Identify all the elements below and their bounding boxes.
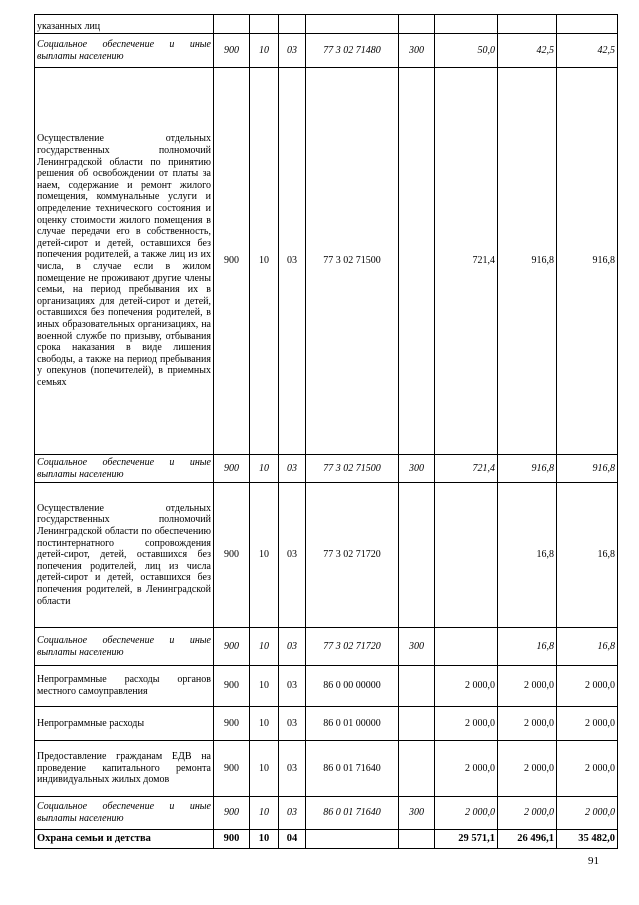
- amount-year-1: 29 571,1: [435, 830, 498, 849]
- admin-code: 900: [214, 628, 250, 666]
- row-name: Осуществление отдельных государственных полномочий Ленинградской области по обеспечению постинтернатного сопровождения детей-сирот, детей, оставшихся без попечения родителей, лиц из числа детей-сирот и детей, оставшихся без попечения родителей, в Ленинградской области: [35, 483, 214, 628]
- section-code: 10: [250, 483, 279, 628]
- admin-code: 900: [214, 741, 250, 797]
- amount-year-2: 26 496,1: [498, 830, 557, 849]
- admin-code: [214, 15, 250, 34]
- admin-code: 900: [214, 455, 250, 483]
- row-name: Социальное обеспечение и иные выплаты населению: [35, 34, 214, 68]
- row-name: Предоставление гражданам ЕДВ на проведение капитального ремонта индивидуальных жилых домов: [35, 741, 214, 797]
- target-article: 77 3 02 71720: [306, 483, 399, 628]
- target-article: 86 0 00 00000: [306, 666, 399, 707]
- page-number: 91: [588, 855, 599, 867]
- table-row: [35, 68, 618, 455]
- amount-year-1: 2 000,0: [435, 707, 498, 741]
- section-code: 10: [250, 628, 279, 666]
- subsection-code: 03: [279, 483, 306, 628]
- amount-year-1: [435, 483, 498, 628]
- subsection-code: 03: [279, 707, 306, 741]
- amount-year-1: 2 000,0: [435, 741, 498, 797]
- section-code: 10: [250, 666, 279, 707]
- subsection-code: 04: [279, 830, 306, 849]
- table-row: [35, 15, 618, 34]
- amount-year-2: [498, 15, 557, 34]
- expense-type: [399, 707, 435, 741]
- budget-table: [34, 14, 618, 849]
- amount-year-3: 2 000,0: [557, 666, 618, 707]
- section-code: [250, 15, 279, 34]
- amount-year-1: 50,0: [435, 34, 498, 68]
- target-article: 77 3 02 71500: [306, 68, 399, 455]
- expense-type: [399, 741, 435, 797]
- target-article: 77 3 02 71500: [306, 455, 399, 483]
- expense-type: 300: [399, 628, 435, 666]
- amount-year-1: 721,4: [435, 68, 498, 455]
- amount-year-1: [435, 15, 498, 34]
- table-row: [35, 707, 618, 741]
- amount-year-2: 16,8: [498, 483, 557, 628]
- table-row: [35, 483, 618, 628]
- target-article: 86 0 01 00000: [306, 707, 399, 741]
- target-article: [306, 830, 399, 849]
- amount-year-3: 16,8: [557, 483, 618, 628]
- target-article: 77 3 02 71480: [306, 34, 399, 68]
- admin-code: 900: [214, 707, 250, 741]
- target-article: 77 3 02 71720: [306, 628, 399, 666]
- admin-code: 900: [214, 68, 250, 455]
- amount-year-2: 2 000,0: [498, 741, 557, 797]
- section-code: 10: [250, 830, 279, 849]
- row-name: указанных лиц: [35, 15, 214, 34]
- table-row: [35, 741, 618, 797]
- subsection-code: 03: [279, 741, 306, 797]
- expense-type: 300: [399, 34, 435, 68]
- table-row: [35, 666, 618, 707]
- amount-year-3: [557, 15, 618, 34]
- subsection-code: [279, 15, 306, 34]
- row-name: Непрограммные расходы: [35, 707, 214, 741]
- subsection-code: 03: [279, 455, 306, 483]
- amount-year-3: 2 000,0: [557, 797, 618, 830]
- row-name: Охрана семьи и детства: [35, 830, 214, 849]
- row-name: Социальное обеспечение и иные выплаты населению: [35, 797, 214, 830]
- amount-year-2: 2 000,0: [498, 707, 557, 741]
- expense-type: [399, 666, 435, 707]
- row-name: Осуществление отдельных государственных полномочий Ленинградской области по принятию решения об освобождении от платы за наем, содержание и ремонт жилого помещения, коммунальные услуги и определение технического состояния и оценку стоимости жилого помещения в случае передачи его в собственность, детей-сирот и детей, оставшихся без попечения родителей, а также лиц из их числа, в случае если в жилом помещение не проживают другие члены семьи, на период пребывания их в организациях для детей-сирот и детей, оставшихся без попечения родителей, в иных образовательных организациях, на военной службе по призыву, отбывания срока наказания в виде лишения свободы, а также на период пребывания у опекунов (попечителей), в приемных семьях: [35, 68, 214, 455]
- amount-year-1: 721,4: [435, 455, 498, 483]
- expense-type: [399, 15, 435, 34]
- expense-type: [399, 68, 435, 455]
- amount-year-2: 16,8: [498, 628, 557, 666]
- amount-year-1: [435, 628, 498, 666]
- amount-year-3: 16,8: [557, 628, 618, 666]
- amount-year-3: 42,5: [557, 34, 618, 68]
- amount-year-1: 2 000,0: [435, 797, 498, 830]
- section-code: 10: [250, 741, 279, 797]
- section-code: 10: [250, 455, 279, 483]
- target-article: 86 0 01 71640: [306, 797, 399, 830]
- amount-year-3: 916,8: [557, 455, 618, 483]
- admin-code: 900: [214, 830, 250, 849]
- admin-code: 900: [214, 483, 250, 628]
- subsection-code: 03: [279, 68, 306, 455]
- section-code: 10: [250, 68, 279, 455]
- target-article: [306, 15, 399, 34]
- amount-year-2: 2 000,0: [498, 666, 557, 707]
- expense-type: [399, 483, 435, 628]
- table-row: [35, 628, 618, 666]
- amount-year-2: 916,8: [498, 455, 557, 483]
- amount-year-1: 2 000,0: [435, 666, 498, 707]
- table-row-total: [35, 830, 618, 849]
- amount-year-2: 42,5: [498, 34, 557, 68]
- table-row: [35, 455, 618, 483]
- expense-type: [399, 830, 435, 849]
- subsection-code: 03: [279, 666, 306, 707]
- target-article: 86 0 01 71640: [306, 741, 399, 797]
- table-row: [35, 797, 618, 830]
- subsection-code: 03: [279, 34, 306, 68]
- admin-code: 900: [214, 797, 250, 830]
- amount-year-3: 2 000,0: [557, 741, 618, 797]
- table-row: [35, 34, 618, 68]
- row-name: Социальное обеспечение и иные выплаты населению: [35, 628, 214, 666]
- expense-type: 300: [399, 797, 435, 830]
- admin-code: 900: [214, 666, 250, 707]
- subsection-code: 03: [279, 628, 306, 666]
- amount-year-2: 916,8: [498, 68, 557, 455]
- amount-year-3: 916,8: [557, 68, 618, 455]
- row-name: Непрограммные расходы органов местного самоуправления: [35, 666, 214, 707]
- amount-year-3: 35 482,0: [557, 830, 618, 849]
- section-code: 10: [250, 707, 279, 741]
- expense-type: 300: [399, 455, 435, 483]
- admin-code: 900: [214, 34, 250, 68]
- row-name: Социальное обеспечение и иные выплаты населению: [35, 455, 214, 483]
- section-code: 10: [250, 797, 279, 830]
- amount-year-2: 2 000,0: [498, 797, 557, 830]
- amount-year-3: 2 000,0: [557, 707, 618, 741]
- subsection-code: 03: [279, 797, 306, 830]
- section-code: 10: [250, 34, 279, 68]
